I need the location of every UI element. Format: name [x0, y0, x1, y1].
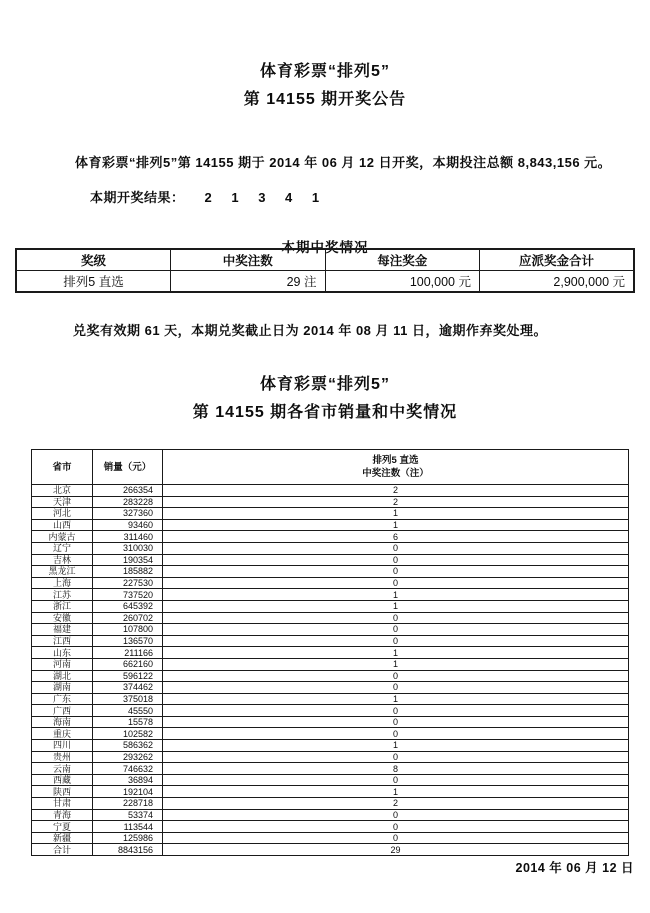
table-cell: 0 — [163, 832, 629, 844]
table-cell: 1 — [163, 589, 629, 601]
table-cell: 311460 — [93, 531, 163, 543]
table-cell: 190354 — [93, 554, 163, 566]
table-row — [32, 821, 629, 833]
table-cell: 0 — [163, 577, 629, 589]
table-cell: 新疆 — [32, 832, 93, 844]
table-cell: 746632 — [93, 763, 163, 775]
prize-col-prize-per-bet: 每注奖金 — [325, 249, 480, 271]
page-title — [0, 58, 650, 114]
table-cell: 北京 — [32, 485, 93, 497]
table-cell: 江苏 — [32, 589, 93, 601]
draw-result-label: 本期开奖结果： — [90, 190, 185, 205]
table-cell: 2,900,000 元 — [480, 271, 635, 293]
table-cell: 310030 — [93, 542, 163, 554]
table-cell: 陕西 — [32, 786, 93, 798]
table-row — [32, 647, 629, 659]
table-row — [32, 763, 629, 775]
document-date: 2014 年 06 月 12 日 — [515, 861, 634, 875]
table-row — [32, 658, 629, 670]
table-cell: 1 — [163, 693, 629, 705]
table-row — [32, 798, 629, 810]
table-cell: 湖南 — [32, 682, 93, 694]
table-cell: 甘肃 — [32, 798, 93, 810]
table-row — [32, 705, 629, 717]
table-cell: 192104 — [93, 786, 163, 798]
table-cell: 136570 — [93, 635, 163, 647]
table-row — [32, 531, 629, 543]
table-cell: 374462 — [93, 682, 163, 694]
table-cell: 内蒙古 — [32, 531, 93, 543]
table-cell: 6 — [163, 531, 629, 543]
table-cell: 107800 — [93, 624, 163, 636]
table-cell: 100,000 元 — [325, 271, 480, 293]
table-cell: 8843156 — [93, 844, 163, 856]
table-cell: 1 — [163, 600, 629, 612]
table-cell: 0 — [163, 809, 629, 821]
table-cell: 29 注 — [171, 271, 326, 293]
table-cell: 228718 — [93, 798, 163, 810]
table-cell: 广西 — [32, 705, 93, 717]
table-cell: 0 — [163, 705, 629, 717]
table-cell: 266354 — [93, 485, 163, 497]
table-cell: 山西 — [32, 519, 93, 531]
table-row — [32, 832, 629, 844]
table-cell: 737520 — [93, 589, 163, 601]
intro-paragraph: 体育彩票“排列5”第 14155 期于 2014 年 06 月 12 日开奖，本期投注总额 8,843,156 元。 — [75, 155, 612, 170]
province-col-wins — [163, 450, 629, 485]
table-cell: 375018 — [93, 693, 163, 705]
table-cell: 0 — [163, 670, 629, 682]
table-cell: 安徽 — [32, 612, 93, 624]
table-row — [32, 728, 629, 740]
table-cell: 0 — [163, 612, 629, 624]
table-cell: 0 — [163, 542, 629, 554]
table-row — [32, 554, 629, 566]
table-row — [32, 600, 629, 612]
table-row — [32, 624, 629, 636]
table-cell: 2 — [163, 798, 629, 810]
table-row — [32, 635, 629, 647]
table-cell: 0 — [163, 635, 629, 647]
table-cell: 0 — [163, 624, 629, 636]
table-cell: 辽宁 — [32, 542, 93, 554]
province-col-region: 省市 — [32, 450, 93, 485]
table-row — [32, 844, 629, 856]
prize-col-level: 奖级 — [16, 249, 171, 271]
table-cell: 重庆 — [32, 728, 93, 740]
table-row — [32, 566, 629, 578]
table-row — [32, 577, 629, 589]
page-title-line1: 体育彩票“排列5” — [260, 63, 390, 80]
table-cell: 上海 — [32, 577, 93, 589]
table-cell: 113544 — [93, 821, 163, 833]
province-col-wins-line1: 排列5 直选 — [372, 455, 419, 466]
table-cell: 湖北 — [32, 670, 93, 682]
page-title-line2: 第 14155 期开奖公告 — [243, 91, 407, 108]
prize-section-title: 本期中奖情况 — [281, 240, 369, 255]
table-cell: 河南 — [32, 658, 93, 670]
table-cell: 江西 — [32, 635, 93, 647]
table-cell: 227530 — [93, 577, 163, 589]
table-cell: 1 — [163, 519, 629, 531]
table-cell: 1 — [163, 658, 629, 670]
table-cell: 2 — [163, 496, 629, 508]
draw-result-line — [90, 187, 327, 206]
table-cell: 586362 — [93, 740, 163, 752]
table-row — [32, 774, 629, 786]
table-row — [32, 589, 629, 601]
table-cell: 102582 — [93, 728, 163, 740]
table-cell: 河北 — [32, 508, 93, 520]
province-table-header-row — [32, 450, 629, 485]
table-cell: 1 — [163, 508, 629, 520]
table-row — [32, 786, 629, 798]
province-col-wins-line2: 中奖注数（注） — [362, 468, 429, 479]
table-cell: 1 — [163, 740, 629, 752]
table-row — [16, 271, 634, 293]
table-cell: 海南 — [32, 716, 93, 728]
table-cell: 36894 — [93, 774, 163, 786]
table-cell: 125986 — [93, 832, 163, 844]
table-cell: 0 — [163, 682, 629, 694]
table-cell: 0 — [163, 821, 629, 833]
table-row — [32, 542, 629, 554]
table-cell: 贵州 — [32, 751, 93, 763]
table-row — [32, 740, 629, 752]
prize-table-header-row — [16, 249, 634, 271]
redeem-note: 兑奖有效期 61 天，本期兑奖截止日为 2014 年 08 月 11 日，逾期作弃奖处理。 — [73, 323, 547, 338]
table-cell: 1 — [163, 647, 629, 659]
table-cell: 15578 — [93, 716, 163, 728]
province-section-title-line2: 第 14155 期各省市销量和中奖情况 — [192, 404, 458, 421]
table-cell: 93460 — [93, 519, 163, 531]
table-row — [32, 496, 629, 508]
table-cell: 山东 — [32, 647, 93, 659]
table-cell: 0 — [163, 728, 629, 740]
draw-result-numbers: 2 1 3 4 1 — [204, 190, 328, 205]
table-cell: 29 — [163, 844, 629, 856]
table-cell: 645392 — [93, 600, 163, 612]
table-row — [32, 612, 629, 624]
table-cell: 1 — [163, 786, 629, 798]
table-cell: 211166 — [93, 647, 163, 659]
table-cell: 0 — [163, 566, 629, 578]
table-row — [32, 751, 629, 763]
province-col-sales: 销量（元） — [93, 450, 163, 485]
table-cell: 广东 — [32, 693, 93, 705]
table-cell: 宁夏 — [32, 821, 93, 833]
table-cell: 排列5 直选 — [16, 271, 171, 293]
table-cell: 327360 — [93, 508, 163, 520]
table-cell: 293262 — [93, 751, 163, 763]
prize-col-winning-bets: 中奖注数 — [171, 249, 326, 271]
table-row — [32, 519, 629, 531]
table-cell: 浙江 — [32, 600, 93, 612]
table-cell: 黑龙江 — [32, 566, 93, 578]
table-row — [32, 809, 629, 821]
table-row — [32, 670, 629, 682]
table-cell: 662160 — [93, 658, 163, 670]
table-cell: 吉林 — [32, 554, 93, 566]
table-cell: 四川 — [32, 740, 93, 752]
table-cell: 0 — [163, 751, 629, 763]
table-cell: 西藏 — [32, 774, 93, 786]
province-section-title — [0, 371, 650, 427]
table-row — [32, 716, 629, 728]
table-cell: 0 — [163, 774, 629, 786]
table-cell: 云南 — [32, 763, 93, 775]
table-row — [32, 682, 629, 694]
table-cell: 2 — [163, 485, 629, 497]
table-row — [32, 693, 629, 705]
table-cell: 0 — [163, 554, 629, 566]
table-cell: 45550 — [93, 705, 163, 717]
table-row — [32, 485, 629, 497]
table-cell: 青海 — [32, 809, 93, 821]
prize-col-total-payout: 应派奖金合计 — [480, 249, 635, 271]
prize-table — [15, 248, 635, 293]
table-cell: 53374 — [93, 809, 163, 821]
province-section-title-line1: 体育彩票“排列5” — [260, 376, 390, 393]
province-sales-table — [31, 449, 629, 856]
table-row — [32, 508, 629, 520]
table-cell: 260702 — [93, 612, 163, 624]
table-cell: 596122 — [93, 670, 163, 682]
table-cell: 185882 — [93, 566, 163, 578]
table-cell: 合计 — [32, 844, 93, 856]
table-cell: 福建 — [32, 624, 93, 636]
table-cell: 0 — [163, 716, 629, 728]
table-cell: 8 — [163, 763, 629, 775]
table-cell: 天津 — [32, 496, 93, 508]
table-cell: 283228 — [93, 496, 163, 508]
